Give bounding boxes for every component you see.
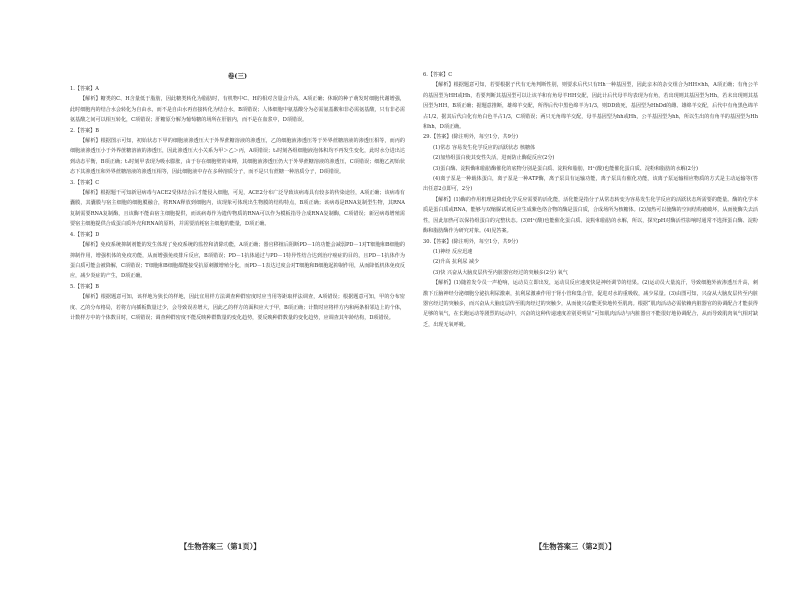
- answer-heading: 3.【答案】C: [70, 179, 100, 186]
- answer-heading: 2.【答案】B: [70, 127, 99, 134]
- answer-item: (1)神经 反应迅速: [433, 248, 473, 255]
- analysis-paragraph: 【解析】根据题意可知，该样地为狭长的样地，因此宜用样方法调查种群密度时应当用等距取样法调查，A项错误；根据题意可知，甲的分布密度、乙的分布格局，若将方向插板数量过少，会导致误差增大，因此乙的样方的面积应大于甲，B项正确；计数时应将样方内和两条相邻边上的个体，计数样方中的个体数目时，C项错误；调查种群密度不能反映种群数量的变化趋势，要反映种群数量的变化趋势，应调查其年龄结构，D项错误。: [70, 294, 405, 321]
- answer-item: (3)快 兴奋从大脑皮层传至内脏器官经过的突触多(2分) 氧气: [433, 269, 568, 276]
- page-footer-left: 【生物答案三（第1页）】: [180, 542, 261, 551]
- answer-item: (1)常态 容易发生化学反应的活跃状态 核糖体: [433, 144, 536, 151]
- page-footer-right: 【生物答案三（第2页）】: [535, 542, 616, 551]
- answer-heading: 4.【答案】D: [70, 231, 100, 238]
- answer-heading: 29.【答案】(除注明外，每空1分，共9分): [423, 134, 518, 141]
- analysis-paragraph: 【解析】根据题干可知新冠病毒与ACE2受体结合后才能侵入细胞，可见，ACE2分布广泛导致该病毒具有较多的传染途径，A项正确；该病毒有囊膜，其囊膜与宿主细胞的细胞膜融合，将RNA释放到细胞内，该现象可体现出生物膜的结构特点，B项正确；该病毒是RNA复制型生物，其RNA复制需要RNA复制酶，且该酶不能由宿主细胞提供，而该病毒作为遗传物质的RNA可以作为模板指导合成RNA复制酶，C项错误；新冠病毒增殖需要宿主细胞提供合成蛋白质外壳和RNA的原料，并需要消耗宿主细胞的能量，D项正确。: [70, 190, 405, 228]
- section-title: 卷(三): [227, 72, 248, 80]
- analysis-paragraph: 【解析】根据图示可知，初始状态下甲的细胞液渗透压大于外界蔗糖溶液的渗透压，乙的细胞液渗透压等于外界蔗糖溶液的渗透压相等，而丙的细胞液渗透压小于外界蔗糖溶液的渗透压，因此渗透压大小关系为甲＞乙＞丙，A项错误；t₁时刻各组细胞液泡体积均不再发生变化，此时水分进出达到动态平衡，B项正确；t₁时刻甲表现为吸水膨胀，由于存在细胞壁的束缚，其细胞液渗透压仍大于外界蔗糖溶液的渗透压，C项错误；细胞乙初始状态下其渗透压和外界蔗糖溶液的渗透压相等，因此细胞液中存在多种溶质分子，而不是只有蔗糖一种溶质分子，D项错误。: [70, 138, 405, 176]
- answer-heading: 1.【答案】A: [70, 86, 99, 92]
- analysis-paragraph: 【解析】免疫系统抑制剂能的发生体现了免疫系统的监控和清除功能，A项正确；器官移植后阻断PD－1的功能会减弱PD－1对T细胞和B细胞的抑制作用，增强机体的免疫功能，从而增强免疫排斥反应，B项错误；PD－1抗体通过与PD－1特异性结合达到治疗癌症的目的，且PD－1抗体作为蛋白质可能会被降解，C项错误；T细胞和B细胞都能接受抗原刺激增殖分化，而PD－1表达过度会对T细胞和B细胞起抑制作用，从而降低机体免疫反应，减少炎症的产生，D项正确。: [70, 242, 405, 280]
- answer-heading: 5.【答案】B: [70, 283, 99, 290]
- answer-item: (3)蛋白酶、淀粉酶和脂肪酶催化的底物分别是蛋白质、淀粉和脂肪，H⁺(酸)也能催化蛋白质、淀粉和脂肪的水解(2分): [433, 165, 698, 172]
- analysis-paragraph: 【解析】(1)随着发令员一声枪响，运动员立即出发，运动员反应速度快是神经调节的结果。(2)运动员大量流汗，导致细胞外液渗透压升高，刺激下丘脑神经分泌细胞分泌抗利尿激素，抗利尿激素作用于肾小管和集合管，促进对水的重吸收，减少尿量。(3)由图可知，兴奋从大脑皮层传至内脏器官经过的突触多，而兴奋从大脑皮层传至肌肉经过的突触少，从而使兴奋能更快地传至肌肉。根据“肌肉活动必需依赖内脏器官的协调配合才能获得足够的氧气，在长跑运动等剧烈的运动中，兴奋的这种传递速度差别更明显”可知肌肉活动与内脏器官不能很好地协调配合，从而导致肌肉氧气相对缺乏，出现无氧呼吸。: [423, 280, 758, 328]
- answer-heading: 30.【答案】(除注明外，每空1分，共9分): [423, 238, 518, 245]
- answer-item: (4)离子泵是一种载体蛋白，离子泵是一种ATP酶，离子泵具有运输功能，离子泵具有催化功能，该离子泵运输相应物质的方式是主动运输等(答出任意2点即可，2分): [423, 176, 758, 193]
- left-column: [70, 70, 405, 540]
- answer-item: (2)加热组蛋白使其变性失活，进而防止酶促反应(2分): [433, 155, 555, 162]
- answer-item: (2)升高 抗利尿 减少: [433, 259, 480, 266]
- analysis-paragraph: 【解析】根据题意可知，若要根据子代有无角判断性别，则要求后代只有Hh一种基因型，因此亲本的杂交组合为HH×hh，A项正确；有角公羊的基因型为HH或Hh，若要判断其基因型可以让该羊和有角母羊HH交配，因此计后代母羊均表现为有角，若出现则其基因型为Hh，若未出现则其基因型为HH，B项正确；据题意推断，雄绵羊交配，所得后代中黑色绵羊为1/3，则DD致死，基因型为HhDd的雌、雄绵羊交配，后代中有角黑色绵羊占1/2，据其后代白化有角白色羊占1/3，C项错误；两只无角绵羊交配，母羊基因型为hh或Hh，公羊基因型为hh，所以生出的有角羊的基因型为Hh和hh，D项正确。: [423, 82, 758, 131]
- analysis-paragraph: 【解析】(1)酶的作用机理是降低化学反应需要的活化能，活化能是指分子从常态转变为容易发生化学反应的活跃状态所需要的能量。酶的化学本质是蛋白质或RNA，能够与双缩脲试剂反应生成紫色络合物的酶是蛋白质，合成场所为核糖体。(2)加热可以使酶的空间结构被破坏，从而使酶失去活性，因此加热可以保持组蛋白的完整状态。(3)H⁺(酸)也能催化蛋白质、淀粉和脂肪的水解，所以，探究pH对酶活性影响时通常不选择蛋白酶、淀粉酶和脂肪酶作为研究对象。(4)见答案。: [423, 196, 758, 235]
- right-column: [423, 70, 758, 540]
- answer-heading: 6.【答案】C: [423, 72, 453, 78]
- analysis-paragraph: 【解析】糖类的C、H含量低于脂肪，因此糖类转化为脂肪时，有机物中C、H的相对含量会升高，A项正确；休眠的种子萌发时细胞代谢增强，此时细胞内的结合水会转化为自由水，而不是自由水再直接转化为结合水，B项错误；人体细胞中氨基酸分为必需氨基酸和非必需氨基酸，只有非必需氨基酸之间可以相互转化，C项错误；肝糖原分解为葡萄糖的场所在肝脏内，而不是在血浆中，D项错误。: [70, 96, 405, 124]
